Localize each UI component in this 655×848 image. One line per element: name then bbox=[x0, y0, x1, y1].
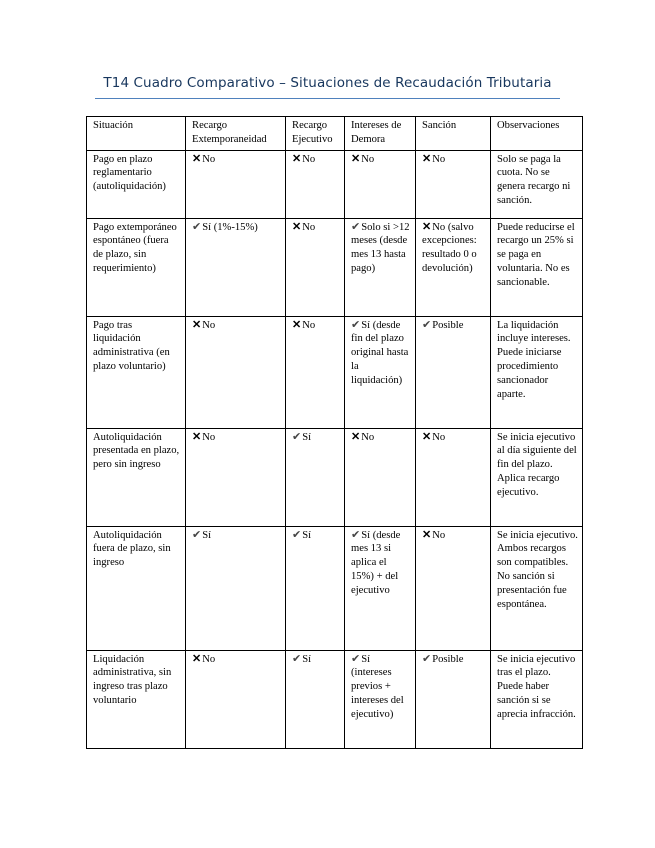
table-row bbox=[87, 526, 583, 650]
cell-text: Sí (desde fin del plazo original hasta la liquidación) bbox=[351, 319, 409, 386]
cross-mark-icon: ✕ bbox=[192, 318, 202, 331]
cell-intereses bbox=[345, 650, 416, 748]
cell-text: No bbox=[302, 221, 316, 233]
cell-sancion bbox=[416, 650, 491, 748]
cross-mark-icon: ✕ bbox=[422, 430, 432, 443]
cross-mark-icon: ✕ bbox=[292, 318, 302, 331]
cell-text: Sí (desde mes 13 si aplica el 15%) + del ejecutivo bbox=[351, 529, 401, 596]
cell-text: No bbox=[432, 529, 446, 541]
header-sancion: Sanción bbox=[416, 117, 491, 151]
cross-mark-icon: ✕ bbox=[422, 220, 432, 233]
cell-sancion bbox=[416, 150, 491, 218]
header-recargo-extemporaneidad: Recargo Extemporaneidad bbox=[186, 117, 286, 151]
cell-text: No bbox=[302, 153, 316, 165]
cross-mark-icon: ✕ bbox=[192, 152, 202, 165]
header-recargo-ejecutivo: Recargo Ejecutivo bbox=[286, 117, 345, 151]
cell-extemporaneidad bbox=[186, 150, 286, 218]
cell-text: Sí bbox=[302, 529, 312, 541]
cell-extemporaneidad bbox=[186, 316, 286, 428]
cell-observaciones: Se inicia ejecutivo. Ambos recargos son compatibles. No sanción si presentación fue espontánea. bbox=[491, 526, 583, 650]
cell-text: Sí bbox=[202, 529, 212, 541]
check-mark-icon: ✔ bbox=[292, 430, 302, 443]
cell-text: No bbox=[432, 431, 446, 443]
cell-situacion: Autoliquidación presentada en plazo, pero sin ingreso bbox=[87, 428, 186, 526]
cell-observaciones: Solo se paga la cuota. No se genera recargo ni sanción. bbox=[491, 150, 583, 218]
cell-ejecutivo bbox=[286, 150, 345, 218]
comparison-table bbox=[86, 116, 583, 749]
cell-text: No bbox=[361, 153, 375, 165]
check-mark-icon: ✔ bbox=[422, 652, 432, 665]
check-mark-icon: ✔ bbox=[292, 528, 302, 541]
cell-text: Sí bbox=[302, 431, 312, 443]
table-row bbox=[87, 316, 583, 428]
cell-sancion bbox=[416, 428, 491, 526]
cell-sancion bbox=[416, 526, 491, 650]
cell-text: No bbox=[202, 153, 216, 165]
cross-mark-icon: ✕ bbox=[351, 430, 361, 443]
table-row bbox=[87, 650, 583, 748]
cell-text: No bbox=[202, 653, 216, 665]
cross-mark-icon: ✕ bbox=[422, 528, 432, 541]
cell-text: Posible bbox=[432, 319, 464, 331]
page-title: T14 Cuadro Comparativo – Situaciones de Recaudación Tributaria bbox=[103, 75, 552, 91]
cross-mark-icon: ✕ bbox=[292, 220, 302, 233]
header-row bbox=[87, 117, 583, 151]
cell-extemporaneidad bbox=[186, 650, 286, 748]
cell-text: No (salvo excepciones: resultado 0 o devolución) bbox=[422, 221, 477, 274]
table-row bbox=[87, 150, 583, 218]
cross-mark-icon: ✕ bbox=[422, 152, 432, 165]
cross-mark-icon: ✕ bbox=[192, 652, 202, 665]
check-mark-icon: ✔ bbox=[351, 318, 361, 331]
cell-extemporaneidad bbox=[186, 218, 286, 316]
cell-text: No bbox=[202, 431, 216, 443]
cell-intereses bbox=[345, 316, 416, 428]
cross-mark-icon: ✕ bbox=[292, 152, 302, 165]
cell-observaciones: Se inicia ejecutivo tras el plazo. Puede haber sanción si se aprecia infracción. bbox=[491, 650, 583, 748]
cell-observaciones: Puede reducirse el recargo un 25% si se paga en voluntaria. No es sancionable. bbox=[491, 218, 583, 316]
cross-mark-icon: ✕ bbox=[351, 152, 361, 165]
table-row bbox=[87, 428, 583, 526]
cell-intereses bbox=[345, 218, 416, 316]
cell-situacion: Pago tras liquidación administrativa (en plazo voluntario) bbox=[87, 316, 186, 428]
cell-ejecutivo bbox=[286, 316, 345, 428]
cell-observaciones: La liquidación incluye intereses. Puede iniciarse procedimiento sancionador aparte. bbox=[491, 316, 583, 428]
cell-text: Posible bbox=[432, 653, 464, 665]
cell-ejecutivo bbox=[286, 526, 345, 650]
check-mark-icon: ✔ bbox=[351, 528, 361, 541]
cell-observaciones: Se inicia ejecutivo al día siguiente del fin del plazo. Aplica recargo ejecutivo. bbox=[491, 428, 583, 526]
cell-situacion: Pago en plazo reglamentario (autoliquidación) bbox=[87, 150, 186, 218]
table-row bbox=[87, 218, 583, 316]
cell-intereses bbox=[345, 150, 416, 218]
cell-situacion: Autoliquidación fuera de plazo, sin ingreso bbox=[87, 526, 186, 650]
cell-text: Sí (intereses previos + intereses del ejecutivo) bbox=[351, 653, 404, 720]
title-underline bbox=[95, 98, 560, 99]
cell-text: No bbox=[361, 431, 375, 443]
header-intereses-demora: Intereses de Demora bbox=[345, 117, 416, 151]
header-observaciones: Observaciones bbox=[491, 117, 583, 151]
cross-mark-icon: ✕ bbox=[192, 430, 202, 443]
cell-extemporaneidad bbox=[186, 526, 286, 650]
cell-text: No bbox=[432, 153, 446, 165]
cell-extemporaneidad bbox=[186, 428, 286, 526]
cell-intereses bbox=[345, 526, 416, 650]
check-mark-icon: ✔ bbox=[351, 652, 361, 665]
check-mark-icon: ✔ bbox=[351, 220, 361, 233]
cell-ejecutivo bbox=[286, 428, 345, 526]
cell-text: Sí bbox=[302, 653, 312, 665]
cell-intereses bbox=[345, 428, 416, 526]
cell-situacion: Pago extemporáneo espontáneo (fuera de plazo, sin requerimiento) bbox=[87, 218, 186, 316]
cell-text: No bbox=[202, 319, 216, 331]
cell-sancion bbox=[416, 218, 491, 316]
cell-ejecutivo bbox=[286, 650, 345, 748]
check-mark-icon: ✔ bbox=[292, 652, 302, 665]
cell-text: Solo si >12 meses (desde mes 13 hasta pago) bbox=[351, 221, 410, 274]
check-mark-icon: ✔ bbox=[192, 220, 202, 233]
cell-situacion: Liquidación administrativa, sin ingreso tras plazo voluntario bbox=[87, 650, 186, 748]
header-situacion: Situación bbox=[87, 117, 186, 151]
cell-sancion bbox=[416, 316, 491, 428]
cell-text: No bbox=[302, 319, 316, 331]
cell-text: Sí (1%-15%) bbox=[202, 221, 258, 233]
check-mark-icon: ✔ bbox=[192, 528, 202, 541]
cell-ejecutivo bbox=[286, 218, 345, 316]
check-mark-icon: ✔ bbox=[422, 318, 432, 331]
